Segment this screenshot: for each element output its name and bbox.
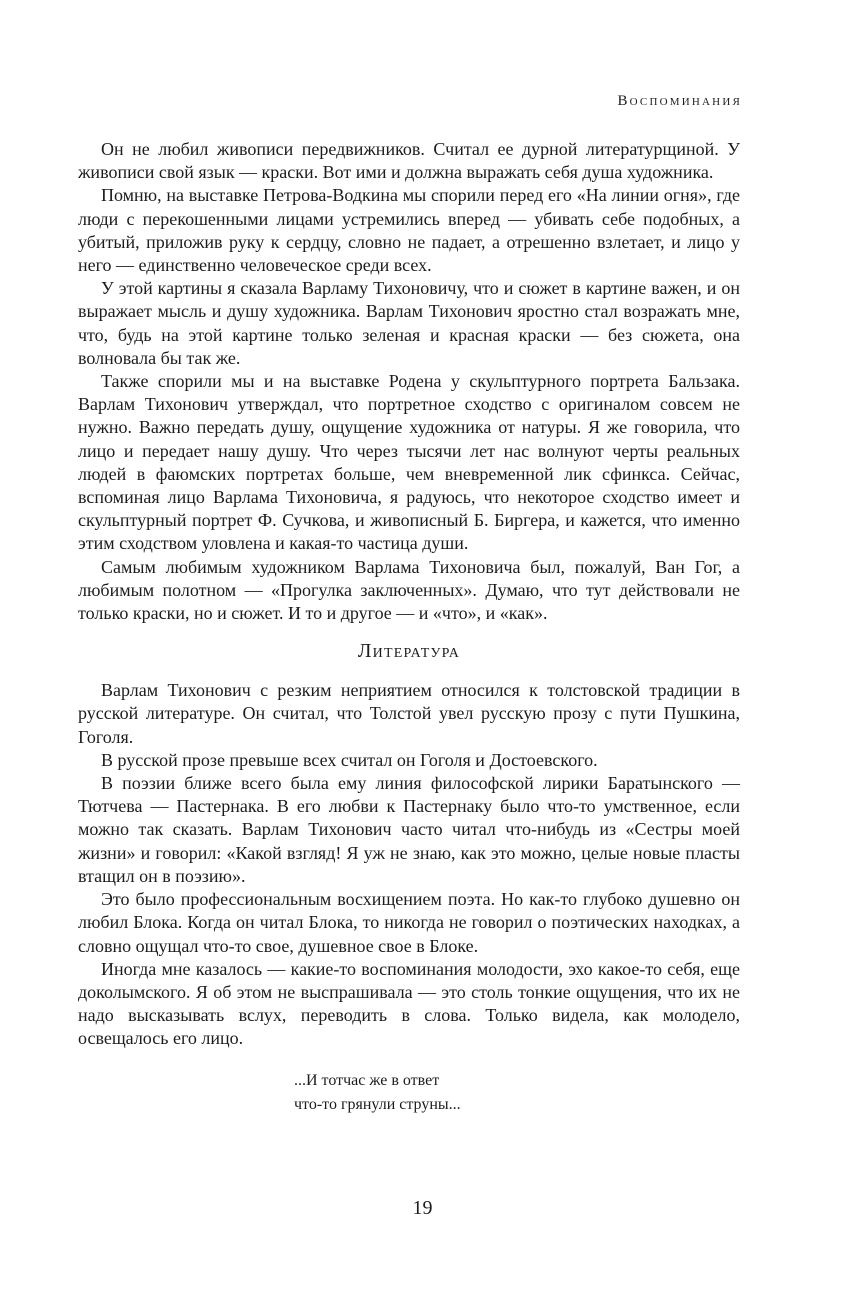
page-body <box>78 138 740 1117</box>
paragraph: В русской прозе превыше всех считал он Гоголя и Достоевского. <box>101 749 598 770</box>
page-number: 19 <box>412 1197 433 1219</box>
paragraph: Помню, на выставке Петрова-Водкина мы спорили перед его «На линии огня», где люди с перекошенными лицами устремились вперед — убивать себе подобных, а убитый, приложив руку к сердцу, словно не падает, а отрешенно взлетает, и лицо у него — единственно человеческое среди всех. <box>78 185 740 276</box>
paragraph: Самым любимым художником Варлама Тихоновича был, пожалуй, Ван Гог, а любимым полотном — «Прогулка заключенных». Думаю, что тут действовали не только краски, но и сюжет. И то и другое — и «что», и «как». <box>78 556 740 624</box>
paragraph: Он не любил живописи передвижников. Считал ее дурной литературщиной. У живописи свой язык — краски. Вот ими и должна выражать себя душа художника. <box>78 139 740 183</box>
paragraph: Варлам Тихонович с резким неприятием относился к толстовской традиции в русской литературе. Он считал, что Толстой увел русскую прозу с пути Пушкина, Гоголя. <box>78 680 740 747</box>
running-header: Воспоминания <box>617 93 742 109</box>
verse-line: ...И тотчас же в ответ <box>294 1071 440 1089</box>
paragraph: У этой картины я сказала Варламу Тихоновичу, что и сюжет в картине важен, и он выражает мысль и душу художника. Варлам Тихонович яростно стал возражать мне, что, будь на этой картине только зеленая и красная краски — без сюжета, она волновала бы так же. <box>78 278 740 368</box>
paragraph: В поэзии ближе всего была ему линия философской лирики Баратынского — Тютчева — Пастернака. В его любви к Пастернаку было что-то умственное, если можно так сказать. Варлам Тихонович часто читал что-нибудь из «Сестры моей жизни» и говорил: «Какой взгляд! Я уж не знаю, как это можно, целые новые пласты втащил он в поэзию». <box>78 773 740 886</box>
paragraph: Это было профессиональным восхищением поэта. Но как-то глубоко душевно он любил Блока. Когда он читал Блока, то никогда не говорил о поэтических находках, а словно ощущал что-то свое, душевное свое в Блоке. <box>78 889 740 956</box>
verse-line: что-то грянули струны... <box>294 1095 461 1113</box>
verse-quote <box>294 1069 740 1117</box>
section-heading: Литература <box>357 640 461 663</box>
paragraph: Также спорили мы и на выставке Родена у скульптурного портрета Бальзака. Варлам Тихонович утверждал, что портретное сходство с оригиналом совсем не нужно. Важно передать душу, ощущение художника от натуры. Я же говорила, что лицо и передает нашу душу. Что через тысячи лет нас волнуют черты реальных людей в фаюмских портретах больше, чем вневременной лик сфинкса. Сейчас, вспоминая лицо Варлама Тихоновича, я радуюсь, что некоторое сходство имеет и скульптурный портрет Ф. Сучкова, и живописный Б. Биргера, и кажется, что именно этим сходством уловлена и какая-то частица души. <box>78 371 740 554</box>
paragraph: Иногда мне казалось — какие-то воспоминания молодости, эхо какое-то себя, еще доколымского. Я об этом не выспрашивала — это столь тонкие ощущения, что их не надо высказывать вслух, переводить в слова. Только видела, как молодело, освещалось его лицо. <box>78 958 740 1049</box>
